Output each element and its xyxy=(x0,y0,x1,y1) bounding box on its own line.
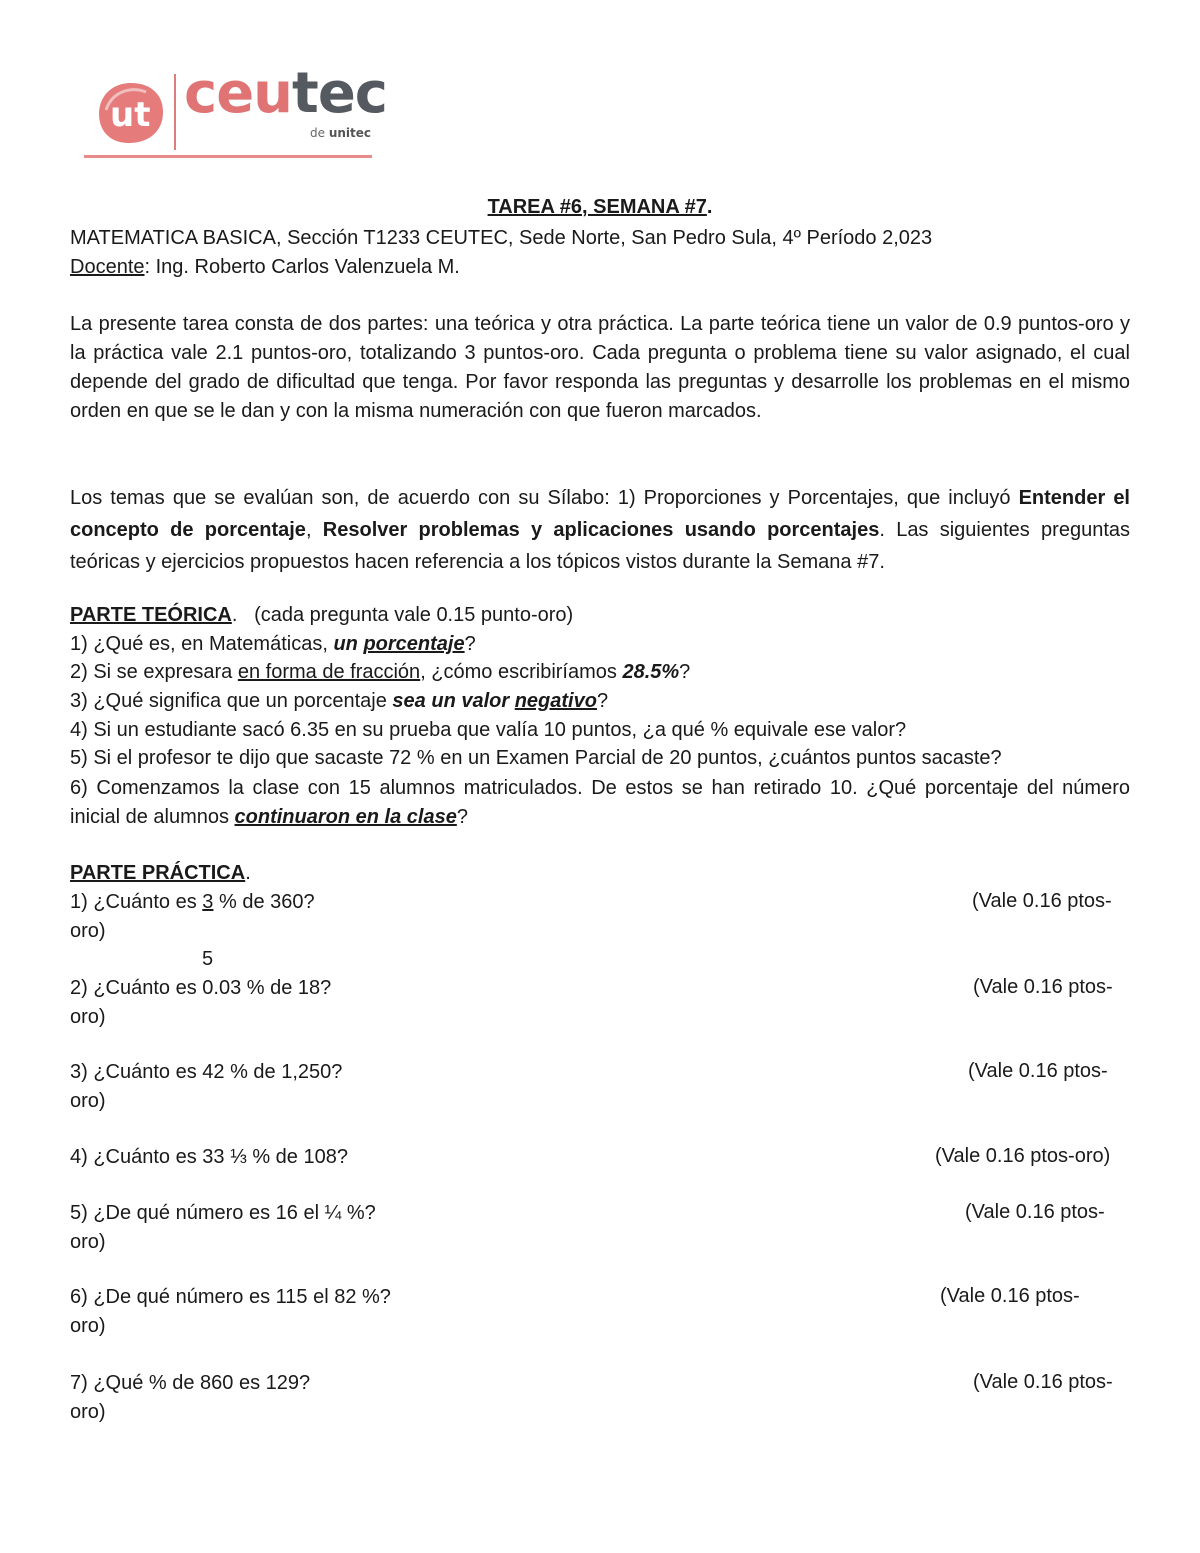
theory-question-1: 1) ¿Qué es, en Matemáticas, un porcentaje? xyxy=(70,633,476,655)
practice-heading: PARTE PRÁCTICA. xyxy=(70,862,251,884)
practice-problem-1-denominator: 5 xyxy=(202,948,214,970)
practice-value-6: (Vale 0.16 ptos- xyxy=(940,1285,1080,1307)
intro-paragraph: La presente tarea consta de dos partes: una teórica y otra práctica. La parte teórica tiene un valor de 0.9 puntos-oro y la práctica vale 2.1 puntos-oro, totalizando 3 puntos-oro. Cada pregunta o problema tiene su valor asignado, el cual depende del grado de dificultad que tenga. Por favor responda las preguntas y desarrolle los problemas en el mismo orden en que se le dan y con la misma numeración con que fueron marcados. xyxy=(70,313,1130,422)
practice-value-6-tail: oro) xyxy=(70,1315,106,1337)
practice-problem-1: 1) ¿Cuánto es 3 % de 360? xyxy=(70,891,315,913)
practice-value-2-tail: oro) xyxy=(70,1006,106,1028)
practice-problem-2: 2) ¿Cuánto es 0.03 % de 18? xyxy=(70,977,332,999)
theory-question-4: 4) Si un estudiante sacó 6.35 en su prueba que valía 10 puntos, ¿a qué % equivale ese valor? xyxy=(70,719,907,741)
theory-question-6: 6) Comenzamos la clase con 15 alumnos matriculados. De estos se han retirado 10. ¿Qué porcentaje del número inicial de alumnos continuaron en la clase? xyxy=(70,777,1130,828)
logo-divider xyxy=(174,74,176,150)
practice-value-3: (Vale 0.16 ptos- xyxy=(968,1060,1108,1082)
logo-subtitle: de unitec xyxy=(310,126,372,140)
topics-paragraph: Los temas que se evalúan son, de acuerdo con su Sílabo: 1) Proporciones y Porcentajes, que incluyó Entender el concepto de porcentaje, Resolver problemas y aplicaciones usando porcentajes. Las siguientes preguntas teóricas y ejercicios propuestos hacen referencia a los tópicos vistos durante la Semana #7. xyxy=(70,487,1130,573)
logo-underline xyxy=(84,155,372,158)
practice-value-5-tail: oro) xyxy=(70,1231,106,1253)
theory-question-2: 2) Si se expresara en forma de fracción, ¿cómo escribiríamos 28.5%? xyxy=(70,661,691,683)
theory-question-5: 5) Si el profesor te dijo que sacaste 72 % en un Examen Parcial de 20 puntos, ¿cuántos puntos sacaste? xyxy=(70,747,1002,769)
practice-problem-4: 4) ¿Cuánto es 33 ⅓ % de 108? xyxy=(70,1146,348,1168)
practice-value-3-tail: oro) xyxy=(70,1090,106,1112)
practice-value-4: (Vale 0.16 ptos-oro) xyxy=(935,1145,1111,1167)
logo-mark-text: ut xyxy=(110,95,151,135)
page-title: TAREA #6, SEMANA #7. xyxy=(487,196,713,218)
practice-value-1: (Vale 0.16 ptos- xyxy=(972,890,1112,912)
course-line: MATEMATICA BASICA, Sección T1233 CEUTEC, Sede Norte, San Pedro Sula, 4º Período 2,023 xyxy=(70,227,933,249)
practice-value-5: (Vale 0.16 ptos- xyxy=(965,1201,1105,1223)
practice-problem-3: 3) ¿Cuánto es 42 % de 1,250? xyxy=(70,1061,343,1083)
docente-line: Docente: Ing. Roberto Carlos Valenzuela M. xyxy=(70,256,460,278)
ceutec-logo xyxy=(84,61,387,162)
practice-value-2: (Vale 0.16 ptos- xyxy=(973,976,1113,998)
practice-value-1-tail: oro) xyxy=(70,920,106,942)
ut-logo-icon xyxy=(96,80,166,146)
practice-value-7: (Vale 0.16 ptos- xyxy=(973,1371,1113,1393)
theory-question-3: 3) ¿Qué significa que un porcentaje sea un valor negativo? xyxy=(70,690,609,712)
practice-problem-7: 7) ¿Qué % de 860 es 129? xyxy=(70,1372,311,1394)
practice-problem-6: 6) ¿De qué número es 115 el 82 %? xyxy=(70,1286,391,1308)
logo-wordmark: ceutec xyxy=(184,61,387,126)
practice-problem-5: 5) ¿De qué número es 16 el ¼ %? xyxy=(70,1202,376,1224)
practice-value-7-tail: oro) xyxy=(70,1401,106,1423)
theory-heading: PARTE TEÓRICA. (cada pregunta vale 0.15 punto-oro) xyxy=(70,604,574,626)
